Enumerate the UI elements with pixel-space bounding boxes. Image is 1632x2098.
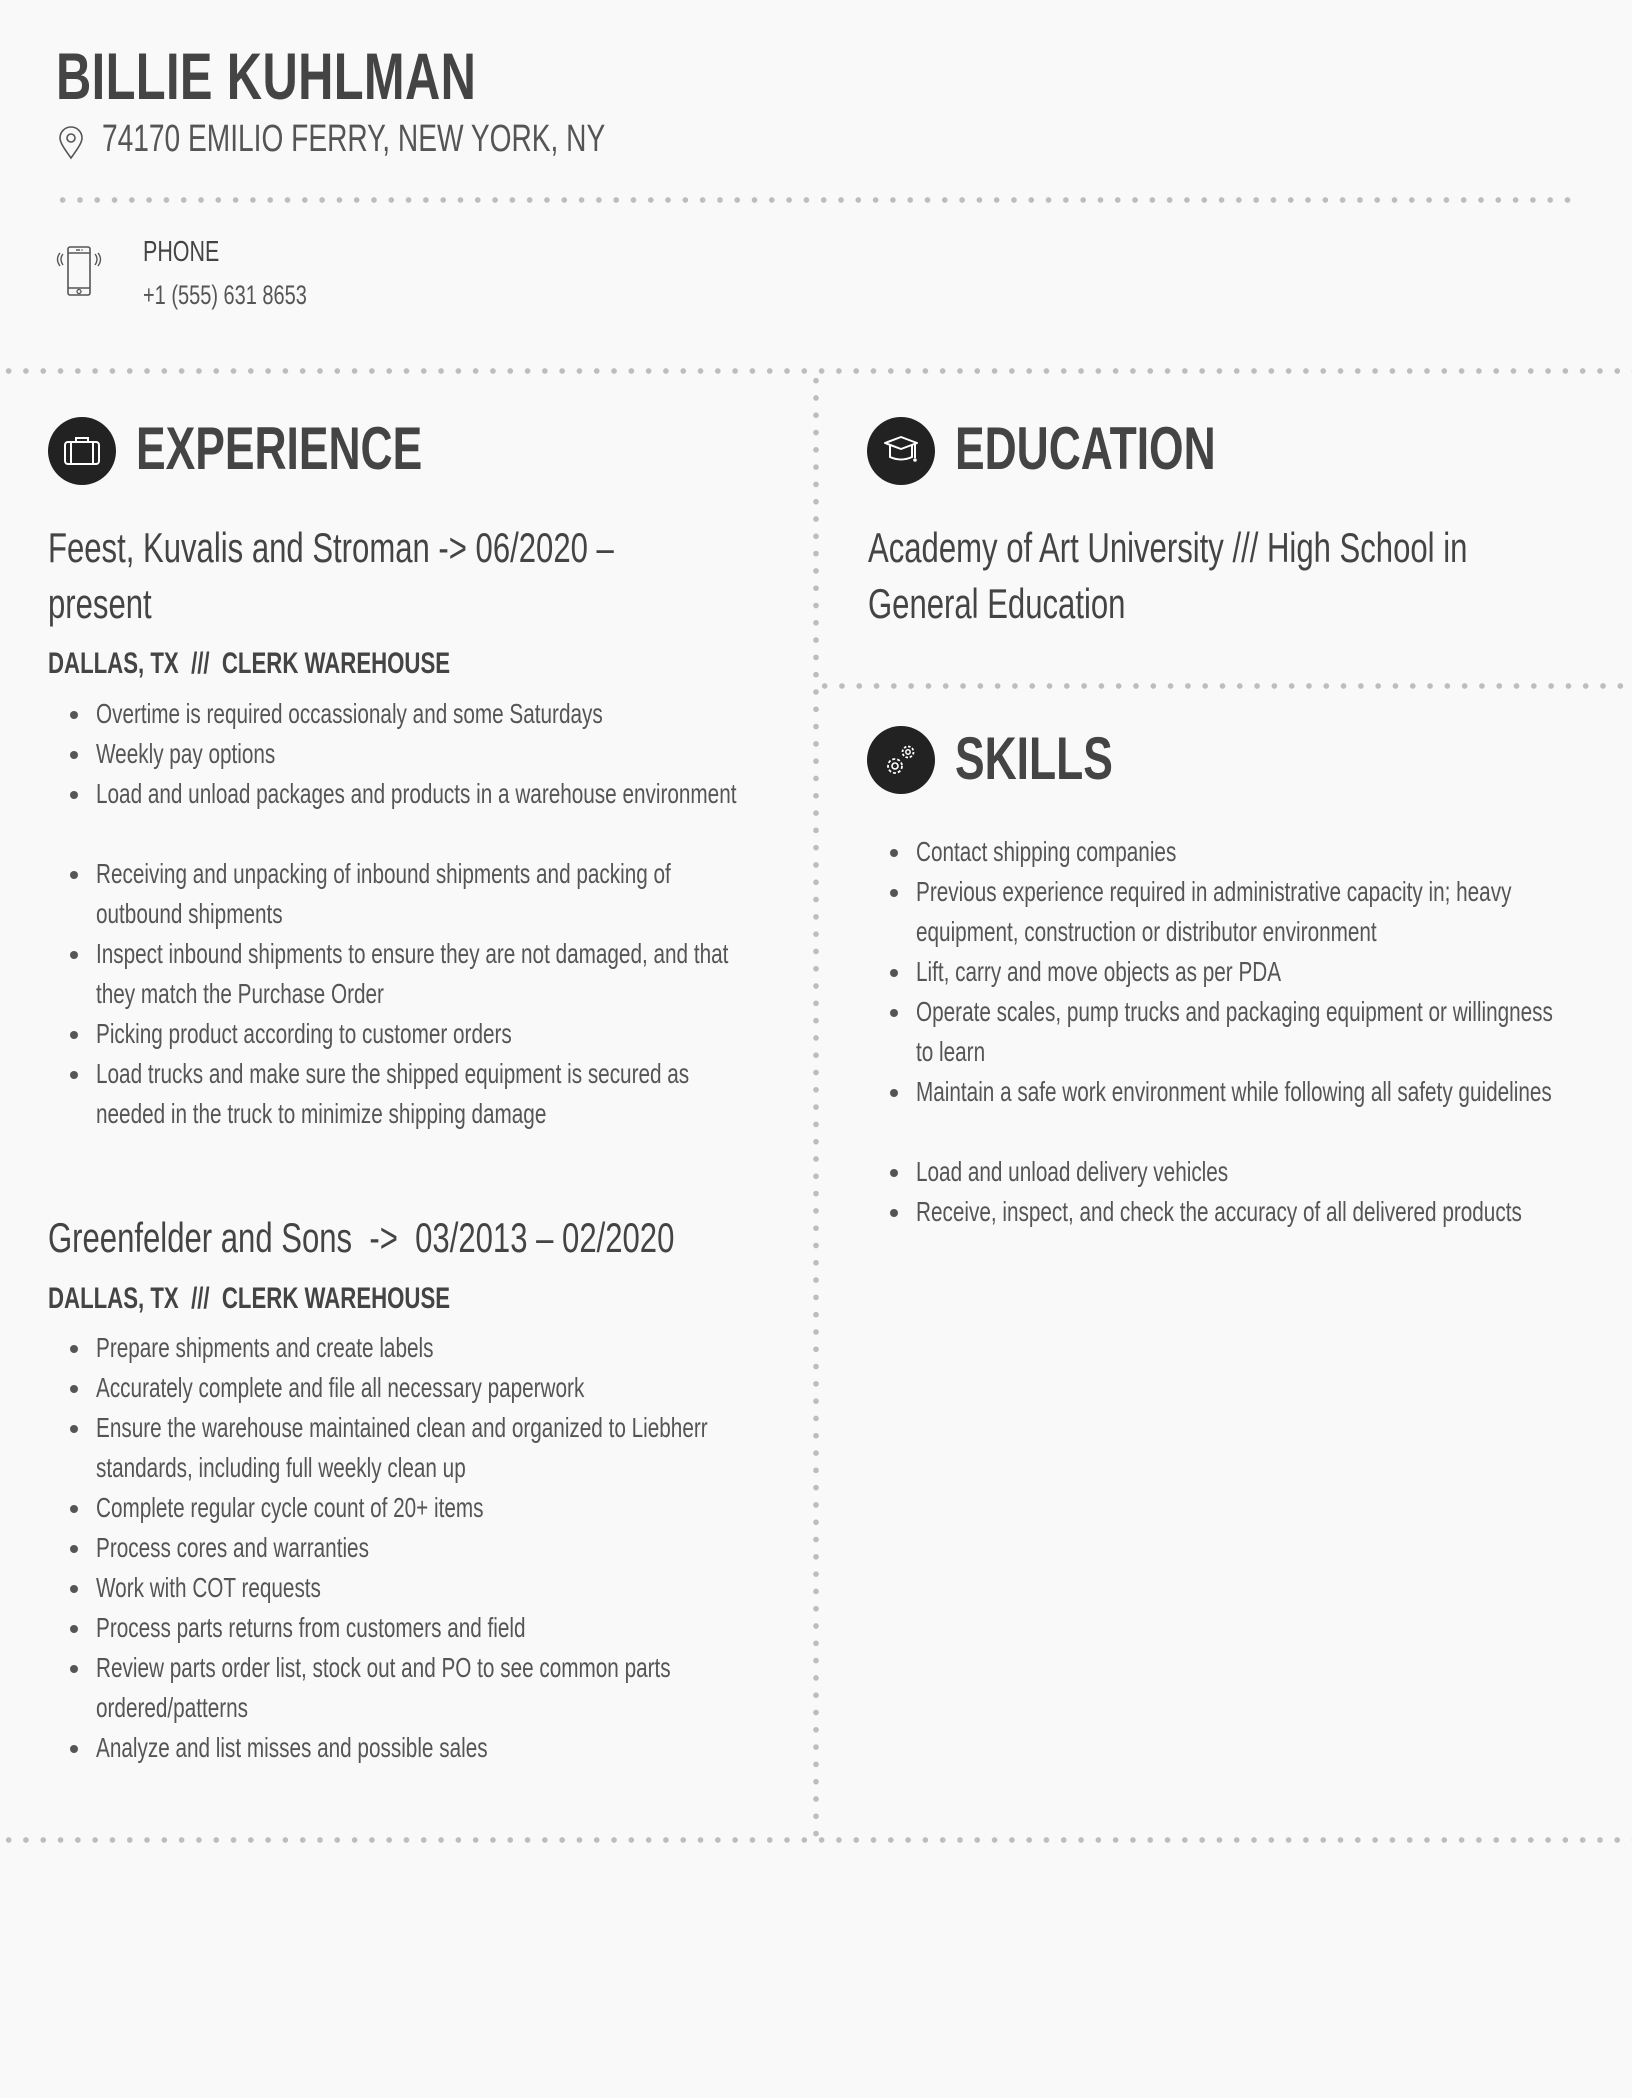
- list-item: Ensure the warehouse maintained clean and organized to Liebherr standards, including full weekly clean up: [48, 1408, 778, 1488]
- skills-list: [868, 832, 1598, 1272]
- list-item: Complete regular cycle count of 20+ items: [48, 1488, 778, 1528]
- education-skills-divider: [816, 683, 1632, 689]
- job-bullets: [48, 694, 778, 1134]
- section-bottom-divider: [0, 1837, 1632, 1843]
- job-bullets: [48, 1328, 778, 1768]
- gears-icon: [881, 740, 921, 780]
- skills-heading: SKILLS: [955, 725, 1113, 792]
- job-location-role: DALLAS, TX /// CLERK WAREHOUSE: [48, 1282, 451, 1315]
- list-item: Previous experience required in administrative capacity in; heavy equipment, construction or distributor environment: [868, 872, 1598, 952]
- phone-number[interactable]: +1 (555) 631 8653: [143, 280, 307, 310]
- list-item: Receiving and unpacking of inbound shipments and packing of outbound shipments: [48, 854, 778, 934]
- graduation-cap-icon: [881, 431, 921, 471]
- list-item: Accurately complete and file all necessary paperwork: [48, 1368, 778, 1408]
- list-item: Weekly pay options: [48, 734, 778, 774]
- list-item: Maintain a safe work environment while following all safety guidelines: [868, 1072, 1598, 1152]
- list-item: Load trucks and make sure the shipped equipment is secured as needed in the truck to minimize shipping damage: [48, 1054, 778, 1134]
- briefcase-icon: [62, 431, 102, 471]
- list-item: Contact shipping companies: [868, 832, 1598, 872]
- list-item: Analyze and list misses and possible sales: [48, 1728, 778, 1768]
- list-item: Prepare shipments and create labels: [48, 1328, 778, 1368]
- experience-section-icon: [48, 417, 116, 485]
- education-entry: Academy of Art University /// High School in General Education: [868, 524, 1468, 627]
- candidate-name: BILLIE KUHLMAN: [56, 39, 477, 113]
- education-heading: EDUCATION: [955, 415, 1216, 482]
- list-item: Overtime is required occassionaly and some Saturdays: [48, 694, 778, 734]
- skills-section-icon: [867, 726, 935, 794]
- list-item: Review parts order list, stock out and PO to see common parts ordered/patterns: [48, 1648, 778, 1728]
- list-item: Process parts returns from customers and field: [48, 1608, 778, 1648]
- job-title: Greenfelder and Sons -> 03/2013 – 02/2020: [48, 1214, 675, 1261]
- address: 74170 EMILIO FERRY, NEW YORK, NY: [102, 118, 606, 160]
- list-item: Process cores and warranties: [48, 1528, 778, 1568]
- job-title: Feest, Kuvalis and Stroman -> 06/2020 – present: [48, 524, 614, 627]
- job-location-role: DALLAS, TX /// CLERK WAREHOUSE: [48, 647, 451, 680]
- list-item: Work with COT requests: [48, 1568, 778, 1608]
- list-item: Load and unload delivery vehicles: [868, 1152, 1598, 1192]
- map-pin-icon: [58, 126, 84, 160]
- education-section-icon: [867, 417, 935, 485]
- phone-label: PHONE: [143, 236, 220, 268]
- list-item: Lift, carry and move objects as per PDA: [868, 952, 1598, 992]
- list-item: Operate scales, pump trucks and packaging equipment or willingness to learn: [868, 992, 1598, 1072]
- list-item: Load and unload packages and products in a warehouse environment: [48, 774, 778, 854]
- list-item: Picking product according to customer orders: [48, 1014, 778, 1054]
- list-item: Receive, inspect, and check the accuracy of all delivered products: [868, 1192, 1598, 1272]
- smartphone-icon: [54, 244, 110, 300]
- column-divider: [813, 372, 819, 1840]
- experience-heading: EXPERIENCE: [136, 415, 423, 482]
- header-divider: [54, 197, 1580, 203]
- list-item: Inspect inbound shipments to ensure they are not damaged, and that they match the Purchase Order: [48, 934, 778, 1014]
